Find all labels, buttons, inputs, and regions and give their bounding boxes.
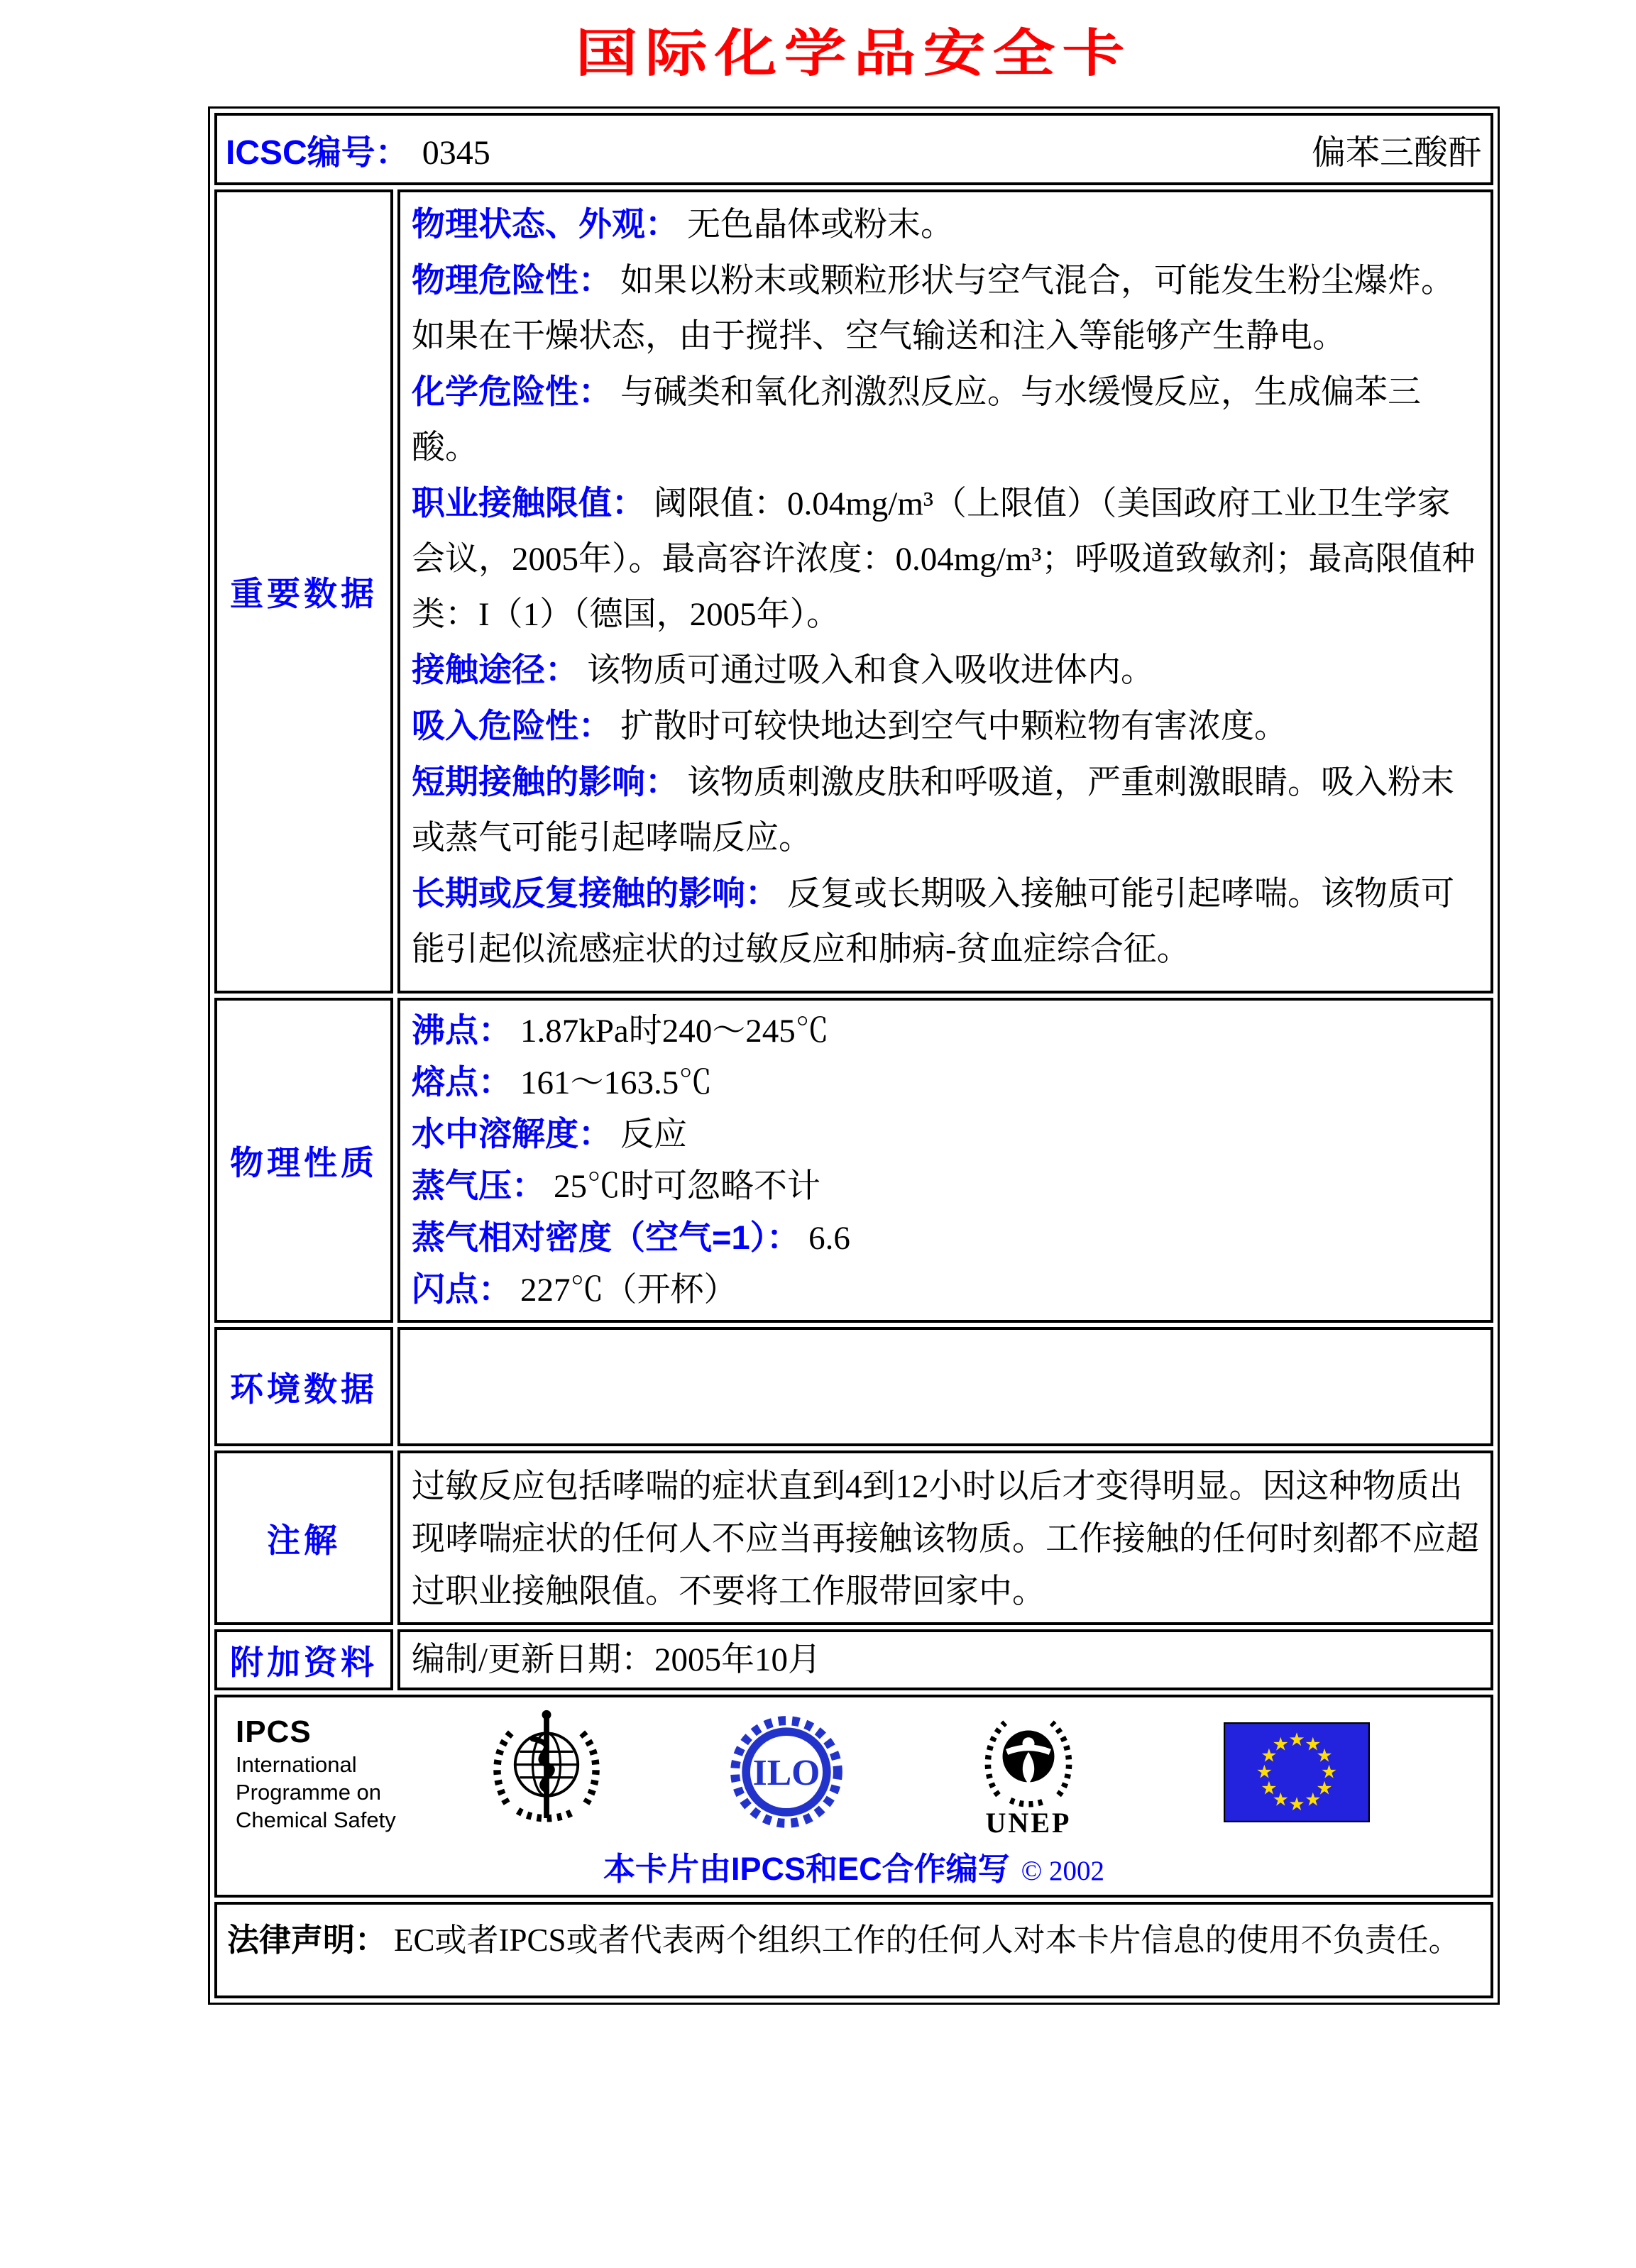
item-text: 反复或长期吸入接触可能引起哮喘。该物质可能引起似流感症状的过敏反应和肺病-贫血症综合征。 [412,876,1454,968]
important-item [412,754,1479,866]
card-header [217,116,1490,182]
important-item [412,364,1479,475]
physical-item [412,1160,1479,1212]
logos-row-cell [214,1695,1493,1898]
item-label: 接触途径： [412,651,578,688]
section-physical-title-cell [214,998,393,1323]
ipcs-logo-text [236,1714,449,1834]
footer-caption [236,1843,1472,1889]
svg-text:★: ★ [1316,1745,1333,1767]
item-text: 该物质可通过吸入和食入吸收进体内。 [587,652,1154,689]
physical-item [412,1057,1479,1108]
svg-text:★: ★ [1305,1789,1322,1811]
item-label: 职业接触限值： [412,484,645,522]
important-item [412,866,1479,977]
legal-text: EC或者IPCS或者代表两个组织工作的任何人对本卡片信息的使用不负责任。 [394,1922,1461,1958]
section-environment-title: 环境数据 [230,1370,378,1408]
legal-row-cell [214,1902,1493,1998]
item-label: 短期接触的影响： [412,763,679,800]
physical-item [412,1212,1479,1264]
section-environment-title-cell [214,1327,393,1446]
item-label: 化学危险性： [412,373,612,410]
ipcs-line: International [236,1752,357,1777]
legal-label: 法律声明： [227,1922,388,1958]
svg-text:★: ★ [1256,1761,1273,1783]
section-important-content [397,189,1493,993]
item-text: 与碱类和氧化剂激烈反应。与水缓慢反应，生成偏苯三酸。 [412,374,1421,466]
item-text: 该物质刺激皮肤和呼吸道，严重刺激眼睛。吸入粉末或蒸气可能引起哮喘反应。 [412,764,1454,857]
item-text: 25℃时可忽略不计 [554,1168,820,1205]
icsc-number [226,125,490,174]
section-additional-title-cell [214,1629,393,1690]
item-text: 6.6 [808,1220,850,1257]
section-additional-content: 编制/更新日期：2005年10月 [397,1629,1493,1690]
svg-text:★: ★ [1261,1777,1278,1799]
item-text: 1.87kPa时240～245℃ [520,1013,829,1050]
item-label: 闪点： [412,1270,512,1308]
item-label: 物理危险性： [412,261,612,299]
section-notes-title-cell [214,1450,393,1625]
ilo-letters: ILO [752,1752,820,1793]
ipcs-line: Programme on [236,1780,382,1805]
item-text: 161～163.5℃ [520,1064,713,1101]
item-text: 阈限值：0.04mg/m³（上限值）（美国政府工业卫生学家会议，2005年）。最高容许浓度：0.04mg/m³；呼吸道致敏剂；最高限值种类：I（1）（德国，2005年）。 [412,485,1476,633]
physical-item [412,1005,1479,1057]
item-label: 蒸气压： [412,1167,545,1204]
item-label: 水中溶解度： [412,1115,612,1152]
svg-text:★: ★ [1316,1777,1333,1799]
logos-row [236,1707,1472,1840]
ipcs-acronym: IPCS [236,1714,312,1749]
important-item [412,475,1479,642]
svg-text:★: ★ [1261,1745,1278,1767]
unep-icon [972,1709,1085,1839]
card-header-cell [214,113,1493,185]
section-additional-title: 附加资料 [230,1643,378,1681]
item-label: 物理状态、外观： [412,205,679,243]
section-notes-title: 注解 [267,1521,341,1559]
item-label: 吸入危险性： [412,707,612,744]
item-text: 反应 [620,1116,687,1153]
svg-text:★: ★ [1272,1789,1289,1811]
icsc-card-table [208,106,1500,2005]
svg-text:★: ★ [1288,1793,1305,1815]
important-item [412,698,1479,754]
section-physical-title: 物理性质 [230,1143,378,1182]
ilo-icon [727,1712,846,1835]
section-physical-content [397,998,1493,1323]
svg-text:★: ★ [1320,1761,1338,1783]
svg-text:★: ★ [1305,1733,1322,1755]
item-label: 沸点： [412,1011,512,1049]
icsc-number-label: ICSC编号： [226,133,410,172]
ipcs-ec-caption: 本卡片由IPCS和EC合作编写 [603,1851,1010,1887]
section-notes-content: 过敏反应包括哮喘的症状直到4到12小时以后才变得明显。因这种物质出现哮喘症状的任何人不应当再接触该物质。工作接触的任何时刻都不应超过职业接触限值。不要将工作服带回家中。 [397,1450,1493,1625]
eu-flag-icon [1224,1722,1370,1826]
item-label: 长期或反复接触的影响： [412,874,779,912]
svg-text:★: ★ [1288,1729,1305,1751]
item-text: 无色晶体或粉末。 [687,207,954,243]
svg-text:★: ★ [1272,1733,1289,1755]
section-environment-content [397,1327,1493,1446]
who-icon [485,1707,608,1840]
section-important-title-cell [214,189,393,993]
physical-item [412,1108,1479,1160]
icsc-number-value: 0345 [422,133,490,172]
ipcs-line: Chemical Safety [236,1807,396,1832]
unep-letters: UNEP [985,1806,1072,1839]
important-item [412,253,1479,364]
chemical-name: 偏苯三酸酐 [1311,133,1482,172]
item-label: 蒸气相对密度（空气=1）： [412,1218,801,1256]
page-title: 国际化学品安全卡 [575,26,1132,83]
item-text: 扩散时可较快地达到空气中颗粒物有害浓度。 [620,708,1288,745]
important-item [412,642,1479,698]
section-important-title: 重要数据 [230,575,378,612]
copyright: © 2002 [1021,1856,1104,1886]
physical-item [412,1264,1479,1316]
item-text: 227℃（开杯） [520,1272,737,1309]
item-label: 熔点： [412,1063,512,1101]
important-item [412,197,1479,253]
item-text: 如果以粉末或颗粒形状与空气混合，可能发生粉尘爆炸。如果在干燥状态，由于搅拌、空气输送和注入等能够产生静电。 [412,263,1454,355]
